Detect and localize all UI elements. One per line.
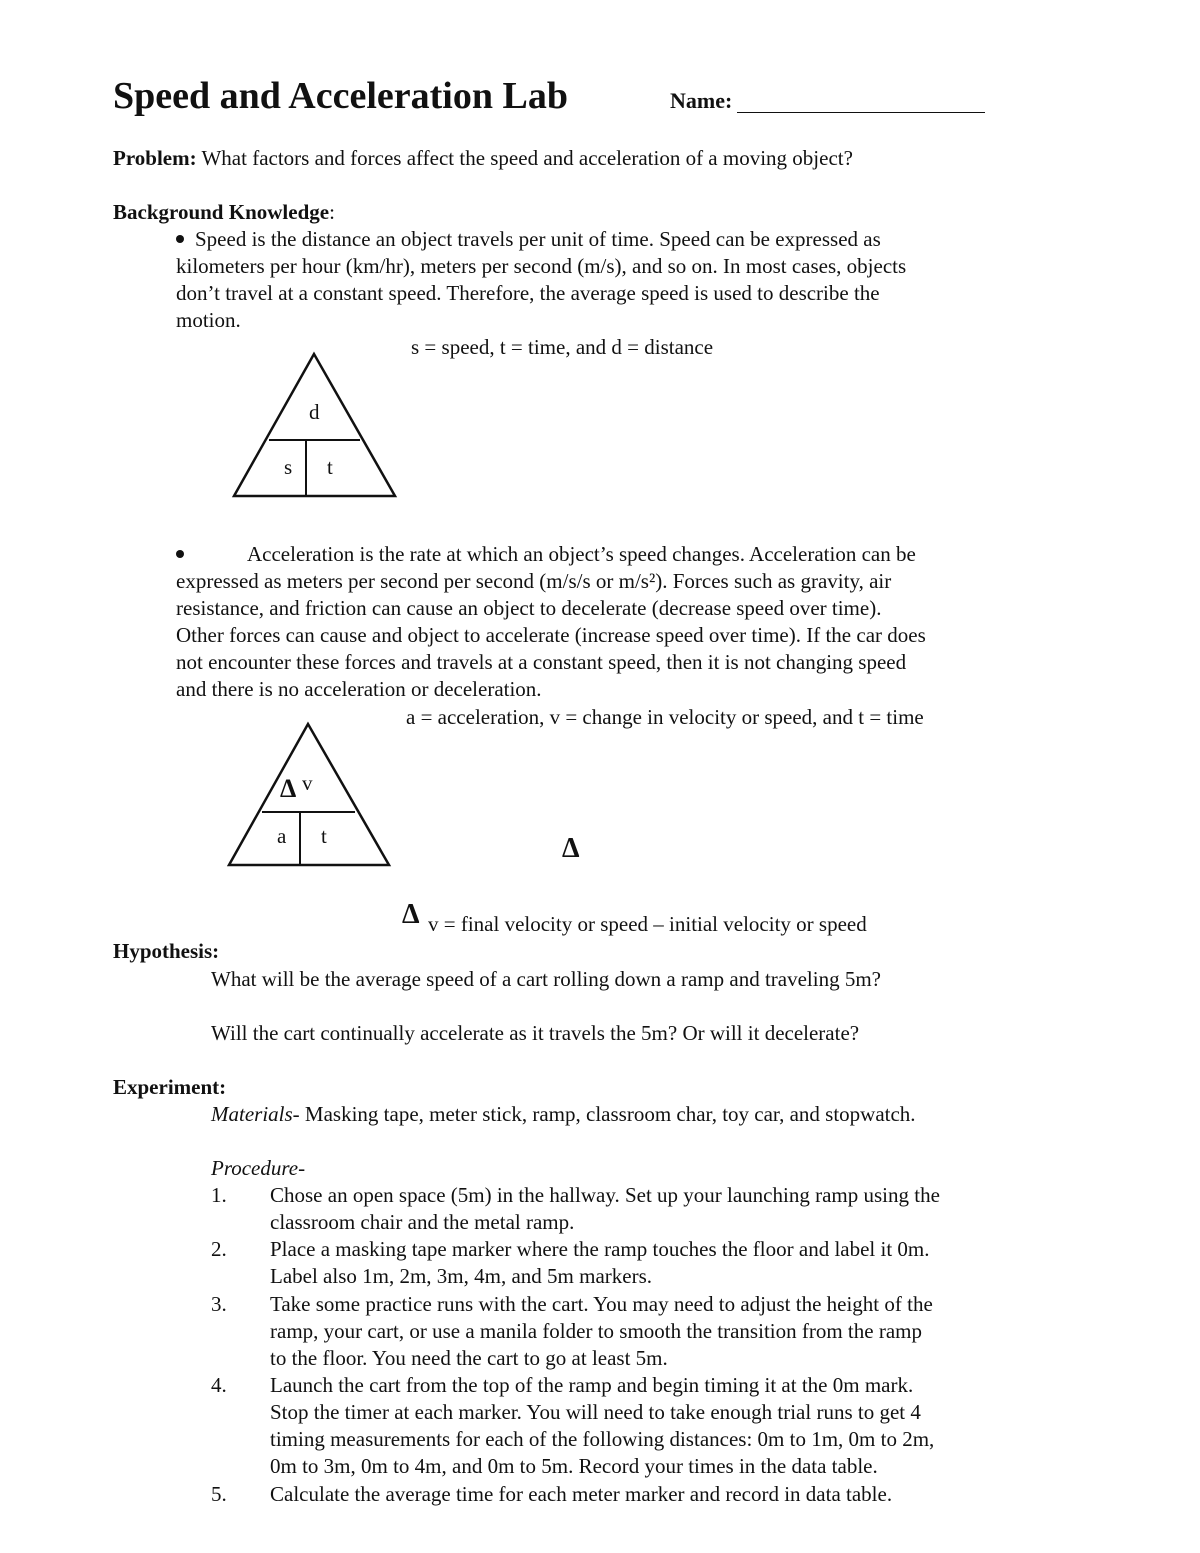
step-3-line-3: to the floor. You need the cart to go at least 5m. <box>270 1346 668 1370</box>
step-2-line-2: Label also 1m, 2m, 3m, 4m, and 5m markers. <box>270 1264 653 1288</box>
step-3-line-2: ramp, your cart, or use a manila folder to smooth the transition from the ramp <box>270 1319 922 1343</box>
speed-triangle <box>234 354 395 496</box>
background-colon: : <box>329 200 335 224</box>
speed-triangle-t: t <box>327 455 333 479</box>
experiment-label: Experiment: <box>113 1075 227 1099</box>
delta-symbol: Δ <box>562 833 580 864</box>
step-1-number: 1. <box>211 1183 227 1207</box>
accel-line-6: and there is no acceleration or deceleration. <box>176 677 542 701</box>
accel-line-1: Acceleration is the rate at which an object’s speed changes. Acceleration can be <box>247 542 916 566</box>
speed-line-4: motion. <box>176 308 241 332</box>
step-4-line-2: Stop the timer at each marker. You will need to take enough trial runs to get 4 <box>270 1400 921 1424</box>
problem-label: Problem: <box>113 146 197 170</box>
accel-triangle-v: v <box>302 771 313 795</box>
delta-def-symbol: Δ <box>402 899 420 930</box>
speed-triangle-d: d <box>309 400 320 424</box>
step-2-line-1: Place a masking tape marker where the ramp touches the floor and label it 0m. <box>270 1237 930 1261</box>
bullet-acceleration <box>176 550 184 558</box>
step-2-number: 2. <box>211 1237 227 1261</box>
step-1-line-1: Chose an open space (5m) in the hallway. Set up your launching ramp using the <box>270 1183 940 1207</box>
hypothesis-q2: Will the cart continually accelerate as it travels the 5m? Or will it decelerate? <box>211 1021 860 1045</box>
accel-line-3: resistance, and friction can cause an object to decelerate (decrease speed over time). <box>176 596 882 620</box>
step-4-number: 4. <box>211 1373 227 1397</box>
accel-triangle-a: a <box>277 824 287 848</box>
step-1-line-2: classroom chair and the metal ramp. <box>270 1210 575 1234</box>
page-title: Speed and Acceleration Lab <box>113 75 568 117</box>
speed-triangle-s: s <box>284 455 293 479</box>
materials-line <box>211 1101 916 1128</box>
hypothesis-q1: What will be the average speed of a cart rolling down a ramp and traveling 5m? <box>211 967 881 991</box>
speed-triangle-outline <box>234 354 395 496</box>
accel-line-4: Other forces can cause and object to accelerate (increase speed over time). If the car does <box>176 623 926 647</box>
step-5-number: 5. <box>211 1482 227 1506</box>
step-3-line-1: Take some practice runs with the cart. You may need to adjust the height of the <box>270 1292 933 1316</box>
speed-line-1: Speed is the distance an object travels per unit of time. Speed can be expressed as <box>195 227 881 251</box>
speed-line-2: kilometers per hour (km/hr), meters per second (m/s), and so on. In most cases, objects <box>176 254 907 278</box>
step-3-number: 3. <box>211 1292 227 1316</box>
procedure-dash: - <box>298 1156 306 1180</box>
hypothesis-label: Hypothesis: <box>113 939 220 963</box>
materials-label: Materials <box>211 1102 293 1126</box>
procedure-label: Procedure <box>211 1156 299 1180</box>
materials-text: - Masking tape, meter stick, ramp, classroom char, toy car, and stopwatch. <box>292 1102 916 1126</box>
accel-line-5: not encounter these forces and travels at a constant speed, then it is not changing speed <box>176 650 907 674</box>
step-4-line-3: timing measurements for each of the following distances: 0m to 1m, 0m to 2m, <box>270 1427 935 1451</box>
accel-triangle-t: t <box>321 824 327 848</box>
speed-line-3: don’t travel at a constant speed. Therefore, the average speed is used to describe the <box>176 281 880 305</box>
problem-text: What factors and forces affect the speed and acceleration of a moving object? <box>201 146 853 170</box>
name-label: Name: <box>670 88 733 113</box>
background-label: Background Knowledge <box>113 200 330 224</box>
procedure-heading <box>211 1155 305 1182</box>
step-5-line-1: Calculate the average time for each meter marker and record in data table. <box>270 1482 893 1506</box>
delta-definition: v = final velocity or speed – initial velocity or speed <box>428 912 867 936</box>
step-4-line-4: 0m to 3m, 0m to 4m, and 0m to 5m. Record your times in the data table. <box>270 1454 878 1478</box>
accel-triangle <box>229 724 389 865</box>
accel-triangle-delta: Δ <box>280 774 297 803</box>
accel-legend: a = acceleration, v = change in velocity or speed, and t = time <box>406 705 924 729</box>
accel-line-2: expressed as meters per second per second (m/s/s or m/s²). Forces such as gravity, air <box>176 569 892 593</box>
step-4-line-1: Launch the cart from the top of the ramp and begin timing it at the 0m mark. <box>270 1373 914 1397</box>
speed-legend: s = speed, t = time, and d = distance <box>411 335 714 359</box>
